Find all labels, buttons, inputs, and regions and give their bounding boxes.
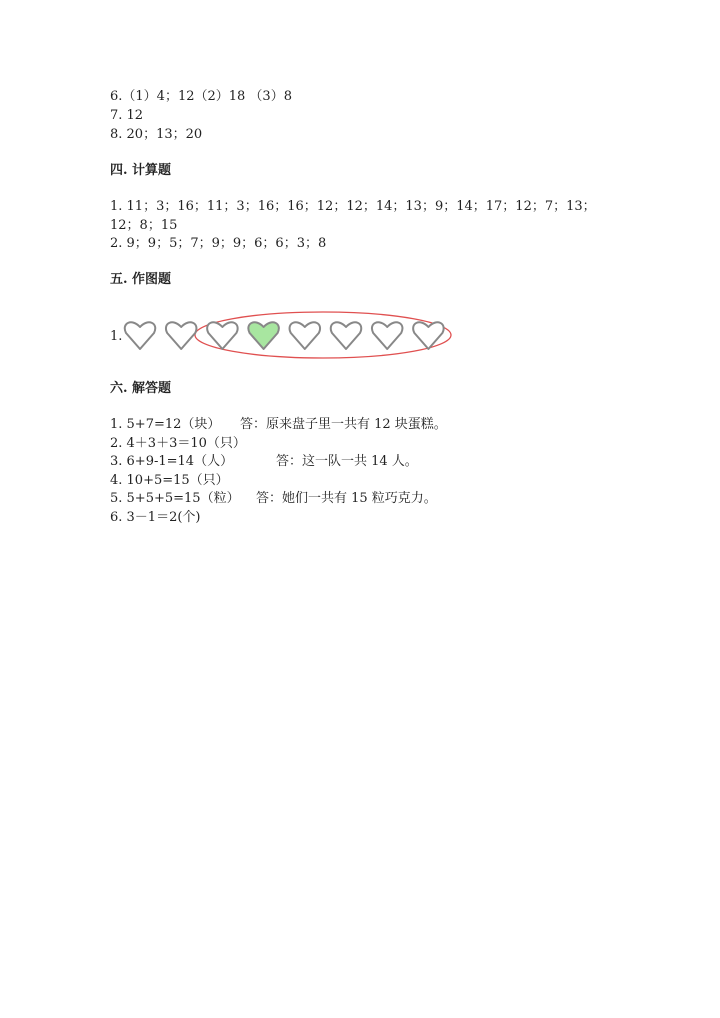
answer-6-3-answer: 答：这一队一共 14 人。 — [276, 454, 418, 469]
hearts-drawing — [108, 304, 458, 368]
heart-icon — [331, 322, 362, 349]
answer-4-1-line2: 12；8；15 — [110, 218, 178, 233]
heart-icon — [125, 322, 156, 349]
answer-3-7: 7. 12 — [110, 108, 144, 123]
answer-6-4-equation: 4. 10+5=15（只） — [110, 473, 229, 488]
answer-5-1-label: 1. — [110, 329, 123, 344]
heart-icon — [372, 322, 403, 349]
answer-6-1-answer: 答：原来盘子里一共有 12 块蛋糕。 — [240, 417, 447, 432]
hearts-group — [125, 322, 444, 349]
answer-3-8: 8. 20；13；20 — [110, 127, 203, 142]
answer-6-2-equation: 2. 4＋3＋3＝10（只） — [110, 436, 246, 451]
answer-4-1-line1: 1. 11；3；16；11；3；16；16；12；12；14；13；9；14；17；12；7；13； — [110, 199, 596, 214]
section-6-heading: 六. 解答题 — [110, 381, 172, 396]
section-5-heading: 五. 作图题 — [110, 272, 172, 287]
heart-icon — [207, 322, 238, 349]
heart-icon — [166, 322, 197, 349]
answer-6-5-equation: 5. 5+5+5=15（粒） — [110, 491, 240, 506]
answer-6-1-equation: 1. 5+7=12（块） — [110, 417, 221, 432]
answer-6-5-answer: 答：她们一共有 15 粒巧克力。 — [256, 491, 437, 506]
answer-4-2: 2. 9；9；5；7；9；9；6；6；3；8 — [110, 236, 327, 251]
answer-3-6: 6.（1）4；12（2）18 （3）8 — [110, 89, 292, 104]
heart-icon — [290, 322, 321, 349]
heart-icon-filled — [248, 322, 279, 349]
answer-6-6-equation: 6. 3－1＝2(个) — [110, 510, 201, 525]
section-4-heading: 四. 计算题 — [110, 163, 172, 178]
answer-6-3-equation: 3. 6+9-1=14（人） — [110, 454, 234, 469]
